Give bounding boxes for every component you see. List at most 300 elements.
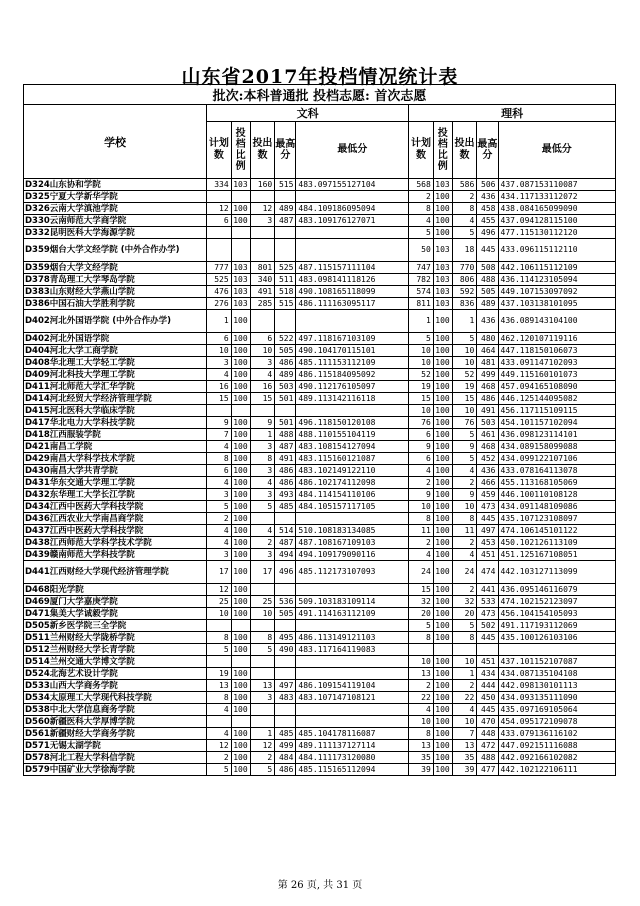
- wen-ratio-cell: 100: [231, 417, 250, 429]
- wen-max-cell: 485: [275, 501, 296, 513]
- li-plan-cell: 39: [409, 764, 434, 776]
- li-ratio-cell: 103: [433, 274, 452, 286]
- table-row: [24, 203, 616, 215]
- wen-out-cell: 10: [250, 345, 275, 357]
- wen-min-cell: 484.105157117105: [296, 501, 409, 513]
- table-row: [24, 369, 616, 381]
- school-name: D436江西农业大学南昌商学院: [24, 513, 207, 525]
- li-max-cell: 472: [477, 740, 498, 752]
- school-name: D511兰州财经大学陇桥学院: [24, 632, 207, 644]
- school-name: D409河北科技大学理工学院: [24, 369, 207, 381]
- li-out-cell: 10: [452, 656, 477, 668]
- li-out-cell: 22: [452, 692, 477, 704]
- li-max-cell: 503: [477, 417, 498, 429]
- li-min-cell: 435.107123108097: [498, 513, 616, 525]
- li-plan-cell: 5: [409, 620, 434, 632]
- li-out-cell: 5: [452, 620, 477, 632]
- li-min-cell: 434.091148109086: [498, 501, 616, 513]
- page-footer: 第 26 页, 共 31 页: [277, 880, 363, 891]
- school-name: D438江西师范大学科学技术学院: [24, 537, 207, 549]
- li-ratio-cell: [433, 644, 452, 656]
- li-ratio-cell: 100: [433, 369, 452, 381]
- school-name: D560新疆医科大学厚博学院: [24, 716, 207, 728]
- wen-out-cell: 4: [250, 525, 275, 537]
- li-min-cell: 442.102122106111: [498, 764, 616, 776]
- li-plan-cell: 5: [409, 227, 434, 239]
- school-name: D417华北电力大学科技学院: [24, 417, 207, 429]
- wen-out-cell: [250, 656, 275, 668]
- wen-plan-cell: 9: [207, 417, 232, 429]
- li-min-cell: 434.087135104108: [498, 668, 616, 680]
- li-plan-cell: 10: [409, 716, 434, 728]
- table-row: [24, 298, 616, 310]
- wen-plan-cell: 4: [207, 537, 232, 549]
- li-max-cell: 441: [477, 584, 498, 596]
- table-row: [24, 227, 616, 239]
- wen-ratio-cell: 100: [231, 537, 250, 549]
- table-row: [24, 680, 616, 692]
- wen-max-cell: 536: [275, 596, 296, 608]
- batch-line: 批次:本科普通批 投档志愿: 首次志愿: [24, 85, 616, 105]
- li-ratio-cell: 100: [433, 513, 452, 525]
- wen-max-cell: 493: [275, 489, 296, 501]
- li-plan-cell: 13: [409, 740, 434, 752]
- wen-max-cell: 496: [275, 561, 296, 584]
- li-max-cell: 481: [477, 357, 498, 369]
- wen-min-cell: 510.108183134085: [296, 525, 409, 537]
- wen-max-cell: 483: [275, 692, 296, 704]
- wen-out-cell: 160: [250, 179, 275, 191]
- wen-max-cell: 494: [275, 549, 296, 561]
- li-out-cell: 806: [452, 274, 477, 286]
- li-min-cell: 447.092151116088: [498, 740, 616, 752]
- wen-ratio-cell: 103: [231, 274, 250, 286]
- wen-max-cell: [275, 656, 296, 668]
- wen-ratio-cell: 100: [231, 381, 250, 393]
- wen-min-cell: 487.108167109103: [296, 537, 409, 549]
- table-row: [24, 393, 616, 405]
- li-ratio-cell: 100: [433, 632, 452, 644]
- wen-max-cell: 486: [275, 465, 296, 477]
- li-ratio-cell: 100: [433, 191, 452, 203]
- wen-out-cell: 2: [250, 537, 275, 549]
- li-out-cell: 4: [452, 215, 477, 227]
- wen-min-cell: 490.112176105097: [296, 381, 409, 393]
- school-name: D439赣南师范大学科技学院: [24, 549, 207, 561]
- wen-plan-cell: 2: [207, 513, 232, 525]
- school-name: D325宁夏大学新华学院: [24, 191, 207, 203]
- li-plan-cell: 2: [409, 680, 434, 692]
- li-out-cell: 11: [452, 525, 477, 537]
- group-wen: 文科: [207, 105, 409, 122]
- li-plan-cell: 15: [409, 393, 434, 405]
- wen-ratio-cell: 100: [231, 704, 250, 716]
- li-out-cell: 10: [452, 716, 477, 728]
- li-min-cell: 437.101152107087: [498, 656, 616, 668]
- li-min-cell: 456.117115109115: [498, 405, 616, 417]
- li-out-cell: 4: [452, 465, 477, 477]
- li-min-cell: 442.106115112109: [498, 262, 616, 274]
- wen-max-cell: [275, 584, 296, 596]
- wen-min-cell: 484.109186095094: [296, 203, 409, 215]
- wen-out-cell: 5: [250, 644, 275, 656]
- li-plan-cell: 8: [409, 203, 434, 215]
- li-ratio-cell: 100: [433, 453, 452, 465]
- li-max-cell: 452: [477, 453, 498, 465]
- wen-ratio-cell: 100: [231, 752, 250, 764]
- wen-out-cell: [250, 704, 275, 716]
- wen-min-cell: 489.111137127114: [296, 740, 409, 752]
- wen-out-cell: [250, 310, 275, 333]
- wen-out-cell: 6: [250, 333, 275, 345]
- li-ratio-cell: 100: [433, 227, 452, 239]
- wen-max-cell: 503: [275, 381, 296, 393]
- li-out-cell: 1: [452, 668, 477, 680]
- school-name: D383山东财经大学燕山学院: [24, 286, 207, 298]
- wen-min-cell: 486.109154119104: [296, 680, 409, 692]
- li-plan-cell: 35: [409, 752, 434, 764]
- wen-min-cell: 484.114154110106: [296, 489, 409, 501]
- li-plan-cell: 747: [409, 262, 434, 274]
- school-name: D432东华理工大学长江学院: [24, 489, 207, 501]
- wen-min-cell: 483.115160121087: [296, 453, 409, 465]
- school-name: D505新乡医学院三全学院: [24, 620, 207, 632]
- wen-out-cell: 3: [250, 692, 275, 704]
- wen-out-cell: 25: [250, 596, 275, 608]
- li-ratio-cell: 100: [433, 215, 452, 227]
- li-plan-cell: 13: [409, 668, 434, 680]
- wen-min-cell: 483.109176127071: [296, 215, 409, 227]
- table-row: [24, 333, 616, 345]
- table-row: [24, 608, 616, 620]
- wen-min-cell: 483.117164119083: [296, 644, 409, 656]
- wen-plan-cell: 5: [207, 644, 232, 656]
- header-wen-max: 最高分: [275, 122, 296, 179]
- wen-ratio-cell: 100: [231, 429, 250, 441]
- li-ratio-cell: 100: [433, 429, 452, 441]
- header-li-ratio: 投档比例: [433, 122, 452, 179]
- wen-out-cell: [250, 227, 275, 239]
- wen-ratio-cell: 100: [231, 215, 250, 227]
- wen-plan-cell: 5: [207, 764, 232, 776]
- school-name: D411河北师范大学汇华学院: [24, 381, 207, 393]
- wen-ratio-cell: 100: [231, 668, 250, 680]
- li-min-cell: 474.102152123097: [498, 596, 616, 608]
- li-min-cell: 455.113168105069: [498, 477, 616, 489]
- wen-max-cell: [275, 620, 296, 632]
- wen-min-cell: 486.113149121103: [296, 632, 409, 644]
- school-name: D538中北大学信息商务学院: [24, 704, 207, 716]
- wen-ratio-cell: 100: [231, 596, 250, 608]
- li-out-cell: 8: [452, 203, 477, 215]
- li-max-cell: 473: [477, 501, 498, 513]
- table-row: [24, 692, 616, 704]
- li-ratio-cell: 100: [433, 393, 452, 405]
- li-min-cell: 433.079136116102: [498, 728, 616, 740]
- wen-max-cell: 515: [275, 298, 296, 310]
- li-max-cell: 496: [477, 227, 498, 239]
- li-min-cell: 442.103127113099: [498, 561, 616, 584]
- wen-plan-cell: 8: [207, 692, 232, 704]
- wen-out-cell: 5: [250, 501, 275, 513]
- li-min-cell: 491.117193112069: [498, 620, 616, 632]
- wen-max-cell: 525: [275, 262, 296, 274]
- school-name: D326云南大学滇池学院: [24, 203, 207, 215]
- li-plan-cell: 15: [409, 584, 434, 596]
- table-row: [24, 537, 616, 549]
- li-plan-cell: 8: [409, 513, 434, 525]
- table-row: [24, 501, 616, 513]
- wen-plan-cell: 8: [207, 453, 232, 465]
- li-min-cell: [498, 644, 616, 656]
- wen-max-cell: 485: [275, 728, 296, 740]
- li-plan-cell: 6: [409, 429, 434, 441]
- wen-min-cell: 486.102174112098: [296, 477, 409, 489]
- wen-ratio-cell: 100: [231, 549, 250, 561]
- li-min-cell: 437.087153110087: [498, 179, 616, 191]
- li-max-cell: 491: [477, 405, 498, 417]
- table-row: [24, 345, 616, 357]
- table-row: [24, 584, 616, 596]
- li-min-cell: 454.095172109078: [498, 716, 616, 728]
- wen-min-cell: 488.110155104119: [296, 429, 409, 441]
- li-min-cell: 434.089158099088: [498, 441, 616, 453]
- wen-ratio-cell: [231, 227, 250, 239]
- wen-min-cell: [296, 513, 409, 525]
- wen-out-cell: [250, 584, 275, 596]
- table-row: [24, 764, 616, 776]
- school-name: D418江西服装学院: [24, 429, 207, 441]
- li-plan-cell: 4: [409, 465, 434, 477]
- li-plan-cell: 568: [409, 179, 434, 191]
- li-max-cell: 474: [477, 561, 498, 584]
- li-out-cell: 4: [452, 704, 477, 716]
- header-li-max: 最高分: [477, 122, 498, 179]
- wen-ratio-cell: 100: [231, 453, 250, 465]
- wen-min-cell: 490.104170115101: [296, 345, 409, 357]
- header-li-min: 最低分: [498, 122, 616, 179]
- li-ratio-cell: 103: [433, 179, 452, 191]
- li-out-cell: 7: [452, 728, 477, 740]
- wen-out-cell: 15: [250, 393, 275, 405]
- li-max-cell: 497: [477, 525, 498, 537]
- wen-ratio-cell: [231, 716, 250, 728]
- table-row: [24, 620, 616, 632]
- wen-out-cell: 13: [250, 680, 275, 692]
- wen-min-cell: [296, 239, 409, 262]
- header-li-plan: 计划数: [409, 122, 434, 179]
- wen-out-cell: 16: [250, 381, 275, 393]
- li-plan-cell: 4: [409, 215, 434, 227]
- li-ratio-cell: 100: [433, 620, 452, 632]
- li-ratio-cell: 100: [433, 692, 452, 704]
- wen-plan-cell: 4: [207, 525, 232, 537]
- li-ratio-cell: 100: [433, 549, 452, 561]
- wen-out-cell: [250, 405, 275, 417]
- li-min-cell: 442.092166102082: [498, 752, 616, 764]
- wen-plan-cell: 6: [207, 465, 232, 477]
- li-max-cell: 473: [477, 608, 498, 620]
- wen-min-cell: 490.108165118099: [296, 286, 409, 298]
- wen-plan-cell: 5: [207, 501, 232, 513]
- wen-plan-cell: 13: [207, 680, 232, 692]
- school-name: D415河北医科大学临床学院: [24, 405, 207, 417]
- li-min-cell: 433.096115112110: [498, 239, 616, 262]
- li-plan-cell: 10: [409, 345, 434, 357]
- wen-ratio-cell: 100: [231, 740, 250, 752]
- wen-ratio-cell: 100: [231, 393, 250, 405]
- li-ratio-cell: 100: [433, 584, 452, 596]
- li-plan-cell: 10: [409, 357, 434, 369]
- li-max-cell: 445: [477, 239, 498, 262]
- li-ratio-cell: 100: [433, 465, 452, 477]
- li-min-cell: 454.101157102094: [498, 417, 616, 429]
- table-row: [24, 215, 616, 227]
- wen-out-cell: 9: [250, 417, 275, 429]
- table-row: [24, 274, 616, 286]
- li-min-cell: 434.099122107106: [498, 453, 616, 465]
- school-name: D578河北工程大学科信学院: [24, 752, 207, 764]
- page-title: 山东省2017年投档情况统计表: [181, 66, 459, 88]
- wen-ratio-cell: [231, 405, 250, 417]
- li-plan-cell: 9: [409, 441, 434, 453]
- wen-plan-cell: 4: [207, 441, 232, 453]
- li-plan-cell: 574: [409, 286, 434, 298]
- li-out-cell: 15: [452, 393, 477, 405]
- li-out-cell: 13: [452, 740, 477, 752]
- wen-out-cell: 8: [250, 632, 275, 644]
- li-ratio-cell: 100: [433, 596, 452, 608]
- li-max-cell: 468: [477, 381, 498, 393]
- wen-max-cell: [275, 191, 296, 203]
- li-ratio-cell: 100: [433, 716, 452, 728]
- table-row: [24, 740, 616, 752]
- wen-ratio-cell: 100: [231, 369, 250, 381]
- wen-max-cell: 501: [275, 417, 296, 429]
- li-min-cell: 446.125144095082: [498, 393, 616, 405]
- wen-ratio-cell: 100: [231, 477, 250, 489]
- li-plan-cell: 811: [409, 298, 434, 310]
- wen-ratio-cell: 100: [231, 764, 250, 776]
- wen-out-cell: 4: [250, 369, 275, 381]
- li-plan-cell: 76: [409, 417, 434, 429]
- school-name: D437江西中医药大学科技学院: [24, 525, 207, 537]
- wen-ratio-cell: 100: [231, 608, 250, 620]
- li-out-cell: 770: [452, 262, 477, 274]
- li-ratio-cell: 100: [433, 704, 452, 716]
- header-wen-min: 最低分: [296, 122, 409, 179]
- wen-min-cell: 485.111153112109: [296, 357, 409, 369]
- li-min-cell: 450.102126113109: [498, 537, 616, 549]
- wen-min-cell: [296, 227, 409, 239]
- wen-min-cell: 483.108154127094: [296, 441, 409, 453]
- wen-max-cell: 514: [275, 525, 296, 537]
- wen-ratio-cell: 100: [231, 680, 250, 692]
- wen-min-cell: 509.103183109114: [296, 596, 409, 608]
- wen-ratio-cell: [231, 239, 250, 262]
- li-max-cell: 470: [477, 716, 498, 728]
- li-plan-cell: 10: [409, 656, 434, 668]
- li-out-cell: 39: [452, 764, 477, 776]
- wen-min-cell: 484.111173120080: [296, 752, 409, 764]
- li-out-cell: 4: [452, 549, 477, 561]
- li-plan-cell: 32: [409, 596, 434, 608]
- wen-plan-cell: 7: [207, 429, 232, 441]
- wen-min-cell: 497.118167103109: [296, 333, 409, 345]
- wen-min-cell: [296, 584, 409, 596]
- wen-max-cell: 518: [275, 286, 296, 298]
- table-row: [24, 262, 616, 274]
- table-row: [24, 596, 616, 608]
- li-max-cell: 502: [477, 620, 498, 632]
- wen-max-cell: 489: [275, 369, 296, 381]
- school-name: D434江西中医药大学科技学院: [24, 501, 207, 513]
- li-min-cell: 436.095146116079: [498, 584, 616, 596]
- wen-min-cell: 483.102149122110: [296, 465, 409, 477]
- li-max-cell: 451: [477, 656, 498, 668]
- li-plan-cell: [409, 644, 434, 656]
- li-plan-cell: 4: [409, 704, 434, 716]
- li-max-cell: 506: [477, 179, 498, 191]
- li-max-cell: 444: [477, 680, 498, 692]
- wen-max-cell: 495: [275, 632, 296, 644]
- wen-out-cell: 3: [250, 215, 275, 227]
- li-min-cell: 474.106145101122: [498, 525, 616, 537]
- school-name: D386中国石油大学胜利学院: [24, 298, 207, 310]
- wen-ratio-cell: 103: [231, 262, 250, 274]
- li-plan-cell: 2: [409, 477, 434, 489]
- wen-plan-cell: 15: [207, 393, 232, 405]
- wen-min-cell: [296, 310, 409, 333]
- wen-ratio-cell: 100: [231, 513, 250, 525]
- li-min-cell: 434.117133112072: [498, 191, 616, 203]
- li-plan-cell: 22: [409, 692, 434, 704]
- wen-max-cell: 505: [275, 345, 296, 357]
- table-row: [24, 417, 616, 429]
- li-max-cell: 505: [477, 286, 498, 298]
- li-plan-cell: 10: [409, 501, 434, 513]
- li-min-cell: 436.114123105094: [498, 274, 616, 286]
- wen-out-cell: 3: [250, 465, 275, 477]
- wen-max-cell: [275, 716, 296, 728]
- wen-min-cell: 494.109179090116: [296, 549, 409, 561]
- school-name: D429南昌大学科学技术学院: [24, 453, 207, 465]
- wen-plan-cell: [207, 656, 232, 668]
- li-out-cell: 35: [452, 752, 477, 764]
- li-out-cell: 2: [452, 477, 477, 489]
- wen-out-cell: 2: [250, 752, 275, 764]
- wen-plan-cell: 12: [207, 203, 232, 215]
- wen-out-cell: 10: [250, 608, 275, 620]
- li-out-cell: 2: [452, 191, 477, 203]
- li-min-cell: 477.115130112120: [498, 227, 616, 239]
- li-plan-cell: 11: [409, 525, 434, 537]
- wen-min-cell: 485.104178116087: [296, 728, 409, 740]
- wen-plan-cell: 3: [207, 489, 232, 501]
- wen-plan-cell: 16: [207, 381, 232, 393]
- li-ratio-cell: 100: [433, 345, 452, 357]
- wen-ratio-cell: 100: [231, 501, 250, 513]
- wen-plan-cell: 4: [207, 477, 232, 489]
- li-ratio-cell: 100: [433, 417, 452, 429]
- wen-out-cell: 801: [250, 262, 275, 274]
- li-max-cell: 499: [477, 369, 498, 381]
- li-plan-cell: 9: [409, 489, 434, 501]
- li-plan-cell: 782: [409, 274, 434, 286]
- wen-out-cell: [250, 668, 275, 680]
- wen-plan-cell: 12: [207, 584, 232, 596]
- wen-min-cell: 496.118150120108: [296, 417, 409, 429]
